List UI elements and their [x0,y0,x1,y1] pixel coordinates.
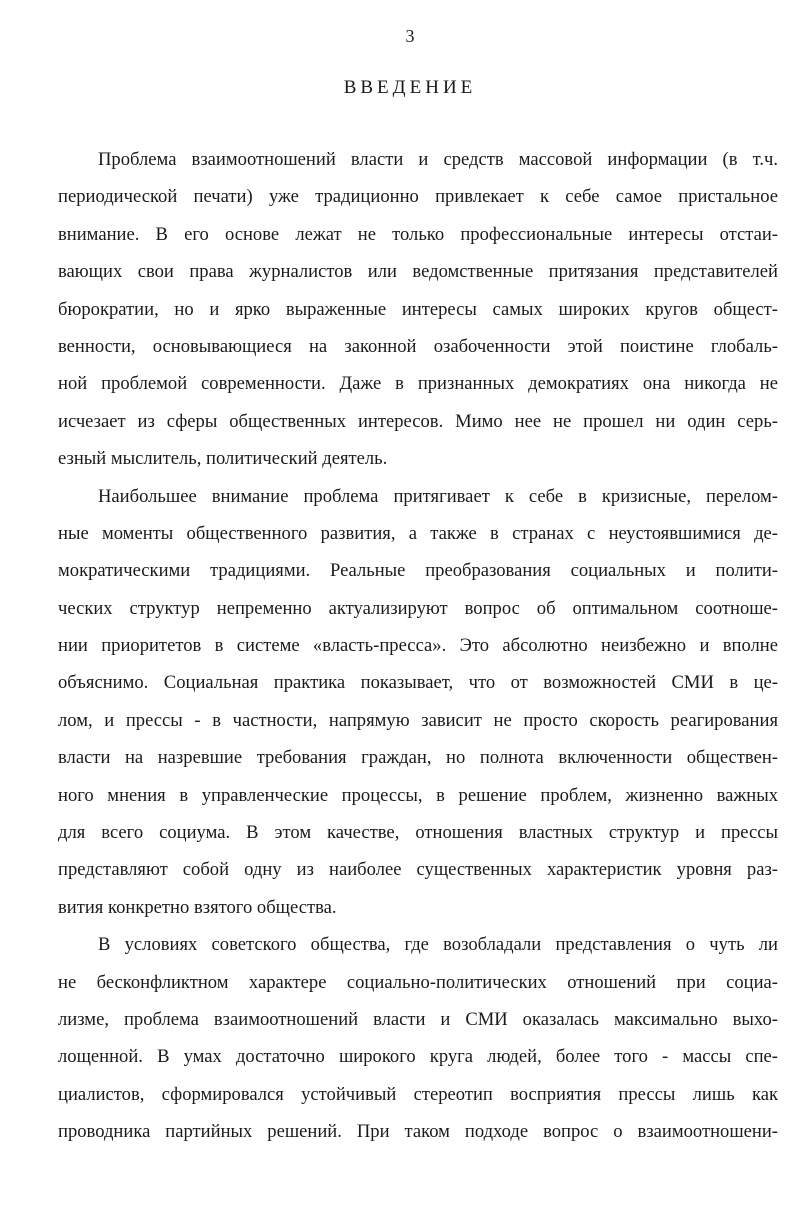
text-line: нии приоритетов в системе «власть-пресса». Это абсолютно неизбежно и вполне [58,635,778,657]
text-line: вающих свои права журналистов или ведомственные притязания представителей [58,261,778,283]
text-line: лощенной. В умах достаточно широкого круга людей, более того - массы спе- [58,1046,778,1068]
paragraph-1 [58,141,778,478]
text-line: представляют собой одну из наиболее существенных характеристик уровня раз- [58,859,778,881]
paragraph-3 [58,926,778,1150]
text-line: ные моменты общественного развития, а также в странах с неустоявшимися де- [58,522,778,544]
text-line: проводника партийных решений. При таком подходе вопрос о взаимоотношени- [58,1121,778,1143]
text-line: мократическими традициями. Реальные преобразования социальных и полити- [58,560,778,582]
text-line: венности, основывающиеся на законной озабоченности этой поистине глобаль- [58,335,778,357]
text-line: бюрократии, но и ярко выраженные интересы самых широких кругов общест- [58,298,778,320]
text-line: лизме, проблема взаимоотношений власти и СМИ оказалась максимально выхо- [58,1008,778,1030]
text-line: периодической печати) уже традиционно привлекает к себе самое пристальное [58,186,778,208]
text-line: Проблема взаимоотношений власти и средств массовой информации (в т.ч. [98,149,778,170]
text-line: ной проблемой современности. Даже в признанных демократиях она никогда не [58,373,778,395]
page-number: 3 [405,26,415,46]
text-line: Наибольшее внимание проблема притягивает к себе в кризисные, перелом- [98,485,778,507]
text-line: езный мыслитель, политический деятель. [58,448,388,470]
paragraph-2 [58,478,778,927]
text-line: циалистов, сформировался устойчивый стереотип восприятия прессы лишь как [58,1083,778,1105]
text-line: исчезает из сферы общественных интересов. Мимо нее не прошел ни один серь- [58,410,778,432]
text-line: вития конкретно взятого общества. [58,896,337,918]
body-text [58,141,778,1151]
text-line: внимание. В его основе лежат не только профессиональные интересы отстаи- [58,223,778,245]
text-line: для всего социума. В этом качестве, отношения властных структур и прессы [58,822,778,844]
text-line: лом, и прессы - в частности, напрямую зависит не просто скорость реагирования [58,709,778,731]
text-line: В условиях советского общества, где возобладали представления о чуть ли [98,934,778,956]
text-line: не бесконфликтном характере социально-политических отношений при социа- [58,971,778,993]
text-line: ческих структур непременно актуализируют вопрос об оптимальном соотноше- [58,597,778,619]
page-title: ВВЕДЕНИЕ [343,77,477,98]
text-line: объяснимо. Социальная практика показывает, что от возможностей СМИ в це- [58,672,778,694]
text-line: власти на назревшие требования граждан, но полнота включенности обществен- [58,747,778,769]
text-line: ного мнения в управленческие процессы, в решение проблем, жизненно важных [58,784,778,806]
